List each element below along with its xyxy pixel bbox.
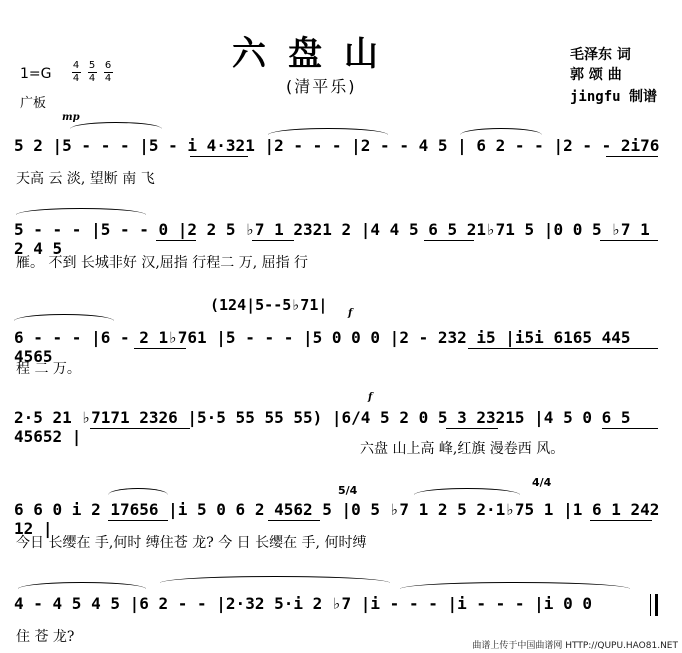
beam (424, 240, 474, 241)
staff-line-1: 5 2 |5 - - - |5 - i 4·321 |2 - - - |2 - - 4 5 | 6 2 - - |2 - - 2i76 (14, 136, 660, 155)
tempo-marking: 广板 (20, 96, 47, 111)
lyric-line-3: 程 二 万。 (16, 361, 81, 377)
time-signature-5-4: 5 4 (88, 60, 96, 84)
beam (156, 240, 196, 241)
meter-change-4-4: 4/4 (532, 476, 552, 489)
slur (14, 314, 114, 321)
lyric-line-2: 雁。 不到 长城非好 汉,屈指 行程二 万, 屈指 行 (16, 255, 309, 271)
beam (602, 428, 658, 429)
time-signature-6-4: 6 4 (104, 60, 112, 84)
lyric-line-1: 天高 云 淡, 望断 南 飞 (16, 171, 155, 187)
lyric-line-6: 住 苍 龙? (16, 629, 75, 645)
slur (460, 128, 542, 135)
beam (446, 428, 498, 429)
slur (268, 128, 388, 135)
beam (606, 156, 658, 157)
engraver-credit: jingfu 制谱 (570, 89, 658, 105)
lyric-line-5: 今日 长缨在 手,何时 缚住苍 龙? 今 日 长缨在 手, 何时缚 (16, 535, 367, 551)
watermark: 曲谱上传于中国曲谱网 HTTP://QUPU.HAO81.NET (472, 641, 678, 651)
beam (600, 240, 658, 241)
slur (108, 488, 168, 495)
beam (190, 156, 248, 157)
staff-line-4: 2·5 21 ♭7171 2326 |5·5 55 55 55) |6/4 5 2 0 5 3 23215 |4 5 0 6 5 45652 | (14, 408, 631, 446)
lyric-line-4: 六盘 山上高 峰,红旗 漫卷西 风。 (360, 441, 565, 457)
staff-line-2: 5 - - - |5 - - 0 |2 2 5 ♭7 1 2321 2 |4 4 5 6 5 21♭71 5 |0 0 5 ♭7 1 2 4 5 (14, 220, 650, 258)
slur (70, 122, 162, 129)
score-subtitle: (清平乐) (286, 77, 357, 96)
time-signature-4-4: 4 4 (72, 60, 80, 84)
dynamic-f: f (348, 308, 353, 319)
beam (90, 428, 190, 429)
beam (252, 240, 294, 241)
beam (268, 520, 320, 521)
dynamic-mp: mp (62, 112, 80, 123)
dynamic-f-2: f (368, 392, 373, 403)
staff-line-5: 6 6 0 i 2 17656 |i 5 0 6 2 4562 5 |0 5 ♭7 1 2 5 2·1♭75 1 |1 6 1 242 12 | (14, 500, 660, 538)
beam (590, 520, 652, 521)
slur (414, 488, 520, 495)
key-signature: 1=G (20, 66, 52, 82)
slur (400, 582, 630, 589)
staff-line-3-upper: (124|5--5♭71| (210, 296, 328, 314)
beam (134, 348, 186, 349)
beam (468, 348, 658, 349)
beam (108, 520, 168, 521)
slur (160, 576, 390, 583)
staff-line-3: 6 - - - |6 - 2 1♭761 |5 - - - |5 0 0 0 |2 - 232 i5 |i5i 6165 445 4565 (14, 328, 631, 366)
composer-credit: 郭 颂 曲 (570, 67, 622, 83)
final-barline (650, 594, 658, 616)
lyricist-credit: 毛泽东 词 (570, 47, 631, 63)
slur (16, 208, 146, 215)
slur (18, 582, 146, 589)
score-title: 六盘山 (232, 34, 400, 74)
meter-change-5-4: 5/4 (338, 484, 358, 497)
staff-line-6: 4 - 4 5 4 5 |6 2 - - |2·32 5·i 2 ♭7 |i - - - |i - - - |i 0 0 (14, 594, 592, 613)
